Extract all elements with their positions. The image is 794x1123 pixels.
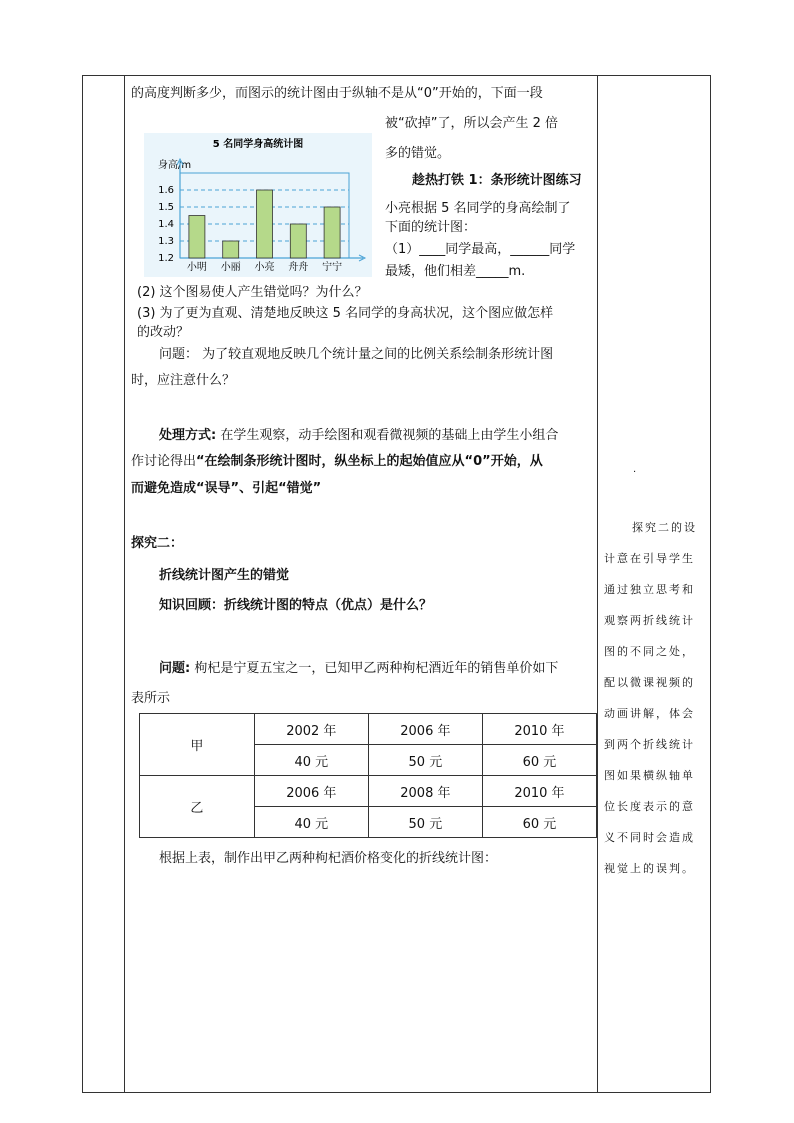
text-line: 被“砍掉”了，所以会产生 2 倍 <box>385 116 559 131</box>
text-line: 下面的统计图： <box>385 220 477 235</box>
design-note-line: 配以微课视频的 <box>604 676 695 689</box>
table-cell: 2010 年 <box>482 776 596 807</box>
text-line: 的高度判断多少，而图示的统计图由于纵轴不是从“0”开始的，下面一段 <box>131 86 543 101</box>
table-row <box>140 714 597 745</box>
problem-cont: 表所示 <box>131 691 171 706</box>
y-tick-label: 1.5 <box>158 202 174 213</box>
process-conclusion-cont: 而避免造成“误导”、引起“错觉” <box>131 481 322 496</box>
table-cell: 60 元 <box>482 745 596 776</box>
y-tick-label: 1.3 <box>158 236 174 247</box>
table-cell: 2006 年 <box>254 776 368 807</box>
y-tick-label: 1.6 <box>158 185 174 196</box>
y-axis-label: 身高/m <box>158 160 192 171</box>
process-text: 在学生观察，动手绘图和观看微视频的基础上由学生小组合 <box>216 428 559 443</box>
table-cell-name: 甲 <box>140 714 255 776</box>
design-note-line: 到两个折线统计 <box>604 738 695 751</box>
design-note-line: 视觉上的误判。 <box>604 862 695 875</box>
column-divider-right <box>597 75 598 1093</box>
question-2: (2) 这个图易使人产生错觉吗？为什么？ <box>137 285 368 300</box>
design-note-line: 位长度表示的意 <box>604 800 695 813</box>
table-cell: 40 元 <box>254 807 368 838</box>
question-3: (3) 为了更为直观、清楚地反映这 5 名同学的身高状况，这个图应做怎样 <box>137 306 554 321</box>
height-bar-chart <box>144 133 372 277</box>
problem-line <box>159 660 558 678</box>
design-notes <box>600 512 710 884</box>
question-cont: 时，应注意什么？ <box>131 373 236 388</box>
text-line: 根据上表，制作出甲乙两种枸杞酒价格变化的折线统计图： <box>159 851 498 866</box>
design-note-line: 探究二的设 <box>632 521 697 534</box>
bar <box>324 207 340 258</box>
design-note-line: 计意在引导学生 <box>604 552 695 565</box>
bar <box>257 190 273 258</box>
table-cell: 2006 年 <box>368 714 482 745</box>
design-note-line: 观察两折线统计 <box>604 614 695 627</box>
exercise-title: 趁热打铁 1：条形统计图练习 <box>412 173 582 188</box>
section-heading: 探究二： <box>131 536 184 551</box>
process-conclusion: “在绘制条形统计图时，纵坐标上的起始值应从“0”开始，从 <box>196 454 543 469</box>
text-line: 小亮根据 5 名同学的身高绘制了 <box>385 201 571 216</box>
question-3-cont: 的改动？ <box>137 325 190 340</box>
text-line: 多的错觉。 <box>385 146 451 161</box>
x-tick-label: 宁宁 <box>322 262 343 273</box>
price-table <box>139 713 597 838</box>
table-cell: 2008 年 <box>368 776 482 807</box>
design-note-line: 通过独立思考和 <box>604 583 695 596</box>
column-divider-left <box>124 75 125 1093</box>
problem-text: 枸杞是宁夏五宝之一，已知甲乙两种枸杞酒近年的销售单价如下 <box>190 661 559 676</box>
y-tick-label: 1.4 <box>158 219 174 230</box>
x-tick-label: 小丽 <box>220 262 241 273</box>
chart-svg <box>144 133 372 277</box>
x-tick-label: 小亮 <box>254 262 275 273</box>
table-cell: 40 元 <box>254 745 368 776</box>
bar <box>223 241 239 258</box>
design-note-line: 义不同时会造成 <box>604 831 695 844</box>
knowledge-review: 知识回顾：折线统计图的特点（优点）是什么？ <box>159 598 433 613</box>
question-1-cont: 最矮，他们相差_____m. <box>385 264 526 279</box>
question-1: （1）____同学最高，______同学 <box>385 242 576 257</box>
table-cell: 2010 年 <box>482 714 596 745</box>
process-label: 处理方式: <box>159 428 217 443</box>
section-subheading: 折线统计图产生的错觉 <box>159 568 290 583</box>
process-text: 作讨论得出 <box>131 454 197 469</box>
table-cell: 60 元 <box>482 807 596 838</box>
table-cell-name: 乙 <box>140 776 255 838</box>
process-line-2 <box>131 453 543 471</box>
design-note-line: 动画讲解，体会 <box>604 707 695 720</box>
table-row <box>140 776 597 807</box>
problem-label: 问题: <box>159 661 191 676</box>
y-tick-label: 1.2 <box>158 253 174 264</box>
chart-title: 5 名同学身高统计图 <box>212 139 304 150</box>
x-tick-label: 舟舟 <box>288 262 309 273</box>
design-note-line: 图如果横纵轴单 <box>604 769 695 782</box>
process-line <box>159 427 558 445</box>
bar <box>290 224 306 258</box>
question: 问题： 为了较直观地反映几个统计量之间的比例关系绘制条形统计图 <box>159 347 554 362</box>
table-cell: 2002 年 <box>254 714 368 745</box>
table-cell: 50 元 <box>368 807 482 838</box>
table-cell: 50 元 <box>368 745 482 776</box>
side-dot: . <box>633 464 637 475</box>
bar <box>189 216 205 259</box>
design-note-line: 图的不同之处， <box>604 645 695 658</box>
x-tick-label: 小明 <box>186 262 207 273</box>
